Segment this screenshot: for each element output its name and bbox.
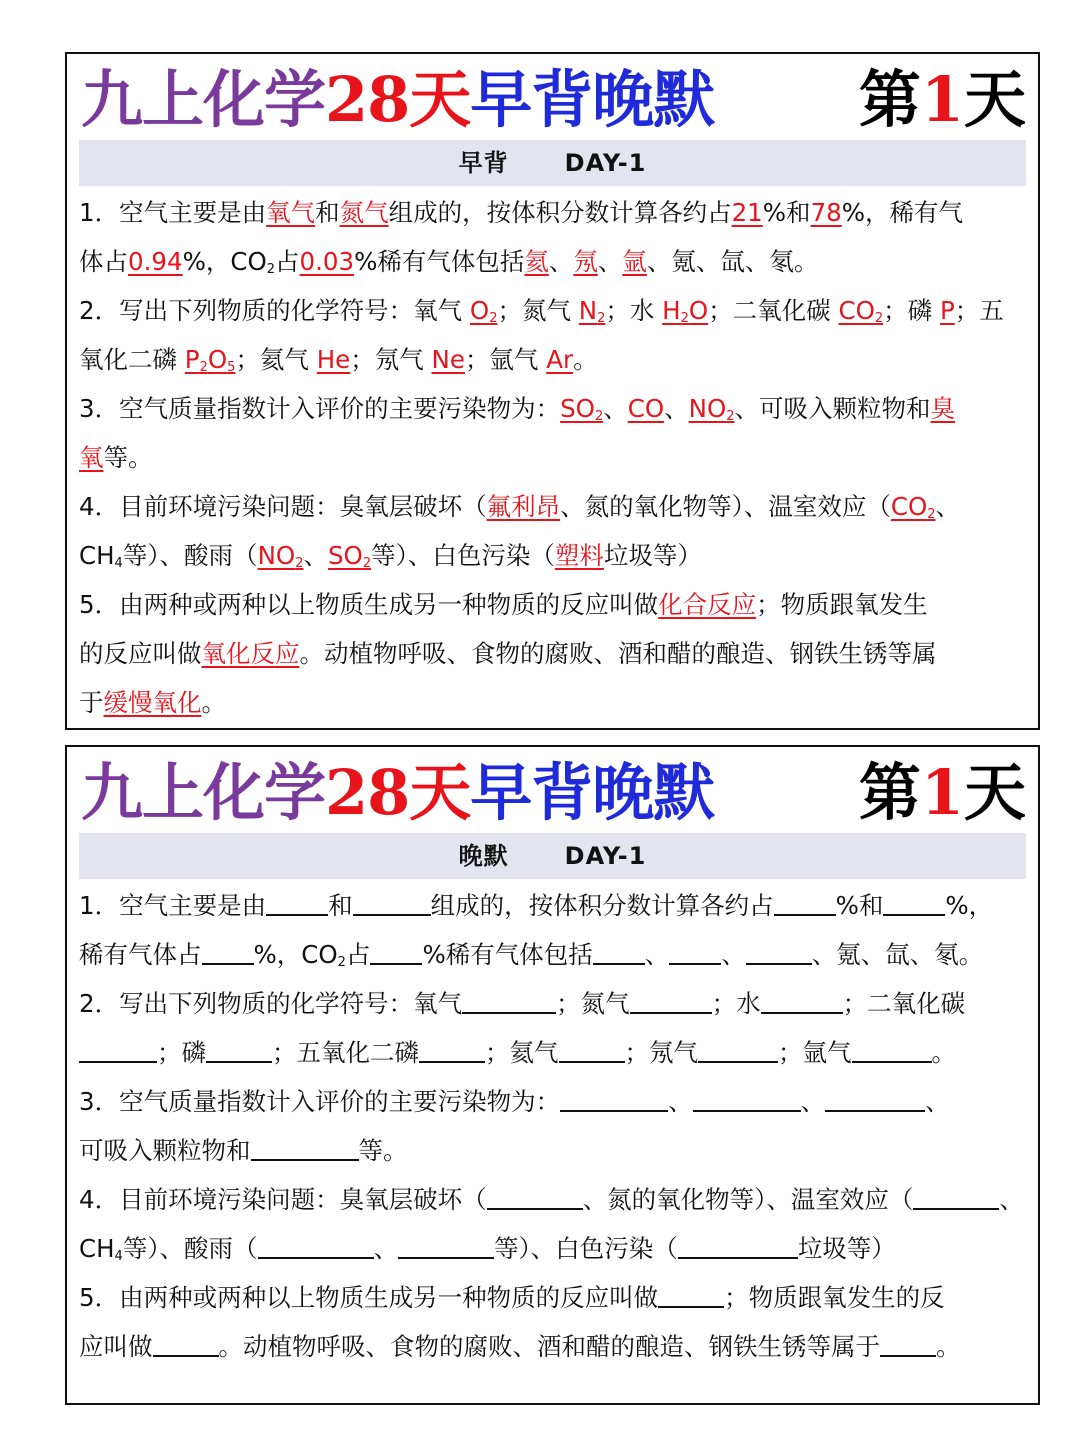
blank[interactable]	[630, 988, 712, 1014]
blank[interactable]	[883, 890, 945, 916]
blank[interactable]	[678, 1233, 798, 1259]
am-q5-line2: 的反应叫做氧化反应。动植物呼吸、食物的腐败、酒和醋的酿造、钢铁生锈等属	[79, 639, 937, 668]
evening-band: 晚默 DAY-1	[79, 833, 1026, 879]
blank[interactable]	[658, 1282, 724, 1308]
title-day: 第1天	[858, 756, 1026, 829]
blank[interactable]	[852, 1037, 932, 1063]
pm-q2-line1: 2．写出下列物质的化学符号：氧气 ；氮气 ；水 ；二氧化碳	[79, 989, 966, 1018]
blank[interactable]	[202, 939, 254, 965]
blank[interactable]	[251, 1135, 359, 1161]
morning-title	[67, 60, 1038, 140]
pm-q3-line1: 3．空气质量指数计入评价的主要污染物为： 、 、 、	[79, 1087, 950, 1116]
blank[interactable]	[462, 988, 556, 1014]
title-main: 九上化学28天早背晚默	[81, 756, 715, 829]
blank[interactable]	[258, 1233, 374, 1259]
blank[interactable]	[398, 1233, 494, 1259]
morning-body	[67, 186, 1038, 727]
pm-q3-line2: 可吸入颗粒物和 等。	[79, 1136, 408, 1165]
evening-body	[67, 879, 1038, 1371]
blank[interactable]	[353, 890, 431, 916]
am-q2-line2: 氧化二磷 $P_2O_5$；氦气 He；氖气 Ne；氩气 Ar。	[79, 345, 598, 375]
blank[interactable]	[593, 939, 645, 965]
am-q2-line1: 2．写出下列物质的化学符号：氧气 $O_2$；氮气 $N_2$；水 $H_2O$；二氧化碳 $CO_2$；磷 P；五	[79, 296, 1004, 326]
blank[interactable]	[880, 1331, 936, 1357]
am-q4-line1: 4．目前环境污染问题：臭氧层破坏（氟利昂、氮的氧化物等）、温室效应（$CO_2$、	[79, 492, 961, 522]
title-main: 九上化学28天早背晚默	[81, 63, 715, 136]
blank[interactable]	[698, 1037, 778, 1063]
am-q5-line3: 于缓慢氧化。	[79, 688, 226, 717]
blank[interactable]	[774, 890, 836, 916]
pm-q4-line2: $CH_4$等）、酸雨（ 、 等）、白色污染（ 垃圾等）	[79, 1234, 896, 1264]
blank[interactable]	[79, 1037, 157, 1063]
evening-card	[65, 745, 1040, 1405]
blank[interactable]	[560, 1086, 668, 1112]
blank[interactable]	[913, 1184, 999, 1210]
morning-band: 早背 DAY-1	[79, 140, 1026, 186]
title-day: 第1天	[858, 63, 1026, 136]
blank[interactable]	[419, 1037, 485, 1063]
blank[interactable]	[825, 1086, 925, 1112]
pm-q2-line2: ；磷 ；五氧化二磷 ；氦气 ；氖气 ；氩气 。	[79, 1028, 1026, 1077]
pm-q5-line2: 应叫做 。动植物呼吸、食物的腐败、酒和醋的酿造、钢铁生锈等属于 。	[79, 1332, 961, 1361]
blank[interactable]	[669, 939, 721, 965]
blank[interactable]	[487, 1184, 583, 1210]
am-q1-line2: 体占0.94%，$CO_2$占0.03%稀有气体包括氦、氖、氩、氪、氙、氡。	[79, 247, 819, 277]
am-q5-line1: 5．由两种或两种以上物质生成另一种物质的反应叫做化合反应；物质跟氧发生	[79, 590, 928, 619]
am-q3-line1: 3．空气质量指数计入评价的主要污染物为：$SO_2$、CO、$NO_2$、可吸入颗粒物和臭	[79, 394, 956, 424]
blank[interactable]	[693, 1086, 801, 1112]
pm-q5-line1: 5．由两种或两种以上物质生成另一种物质的反应叫做 ；物质跟氧发生的反	[79, 1283, 945, 1312]
blank[interactable]	[559, 1037, 625, 1063]
pm-q1-line1: 1．空气主要是由 和 组成的，按体积分数计算各约占 %和 %，	[79, 891, 994, 920]
am-q1-line1: 1．空气主要是由氧气和氮气组成的，按体积分数计算各约占21%和78%，稀有气	[79, 198, 964, 227]
blank[interactable]	[746, 939, 812, 965]
blank[interactable]	[370, 939, 422, 965]
am-q4-line2: $CH_4$等）、酸雨（$NO_2$、$SO_2$等）、白色污染（塑料垃圾等）	[79, 541, 702, 571]
blank[interactable]	[266, 890, 328, 916]
pm-q1-line2: 稀有气体占 %，$CO_2$占 %稀有气体包括 、 、 、氪、氙、氡。	[79, 940, 984, 970]
am-q3-line2: 氧等。	[79, 443, 153, 472]
blank[interactable]	[761, 988, 843, 1014]
evening-title	[67, 753, 1038, 833]
blank[interactable]	[206, 1037, 272, 1063]
blank[interactable]	[153, 1331, 219, 1357]
morning-card	[65, 52, 1040, 730]
pm-q4-line1: 4．目前环境污染问题：臭氧层破坏（ 、氮的氧化物等）、温室效应（ 、	[79, 1185, 1024, 1214]
